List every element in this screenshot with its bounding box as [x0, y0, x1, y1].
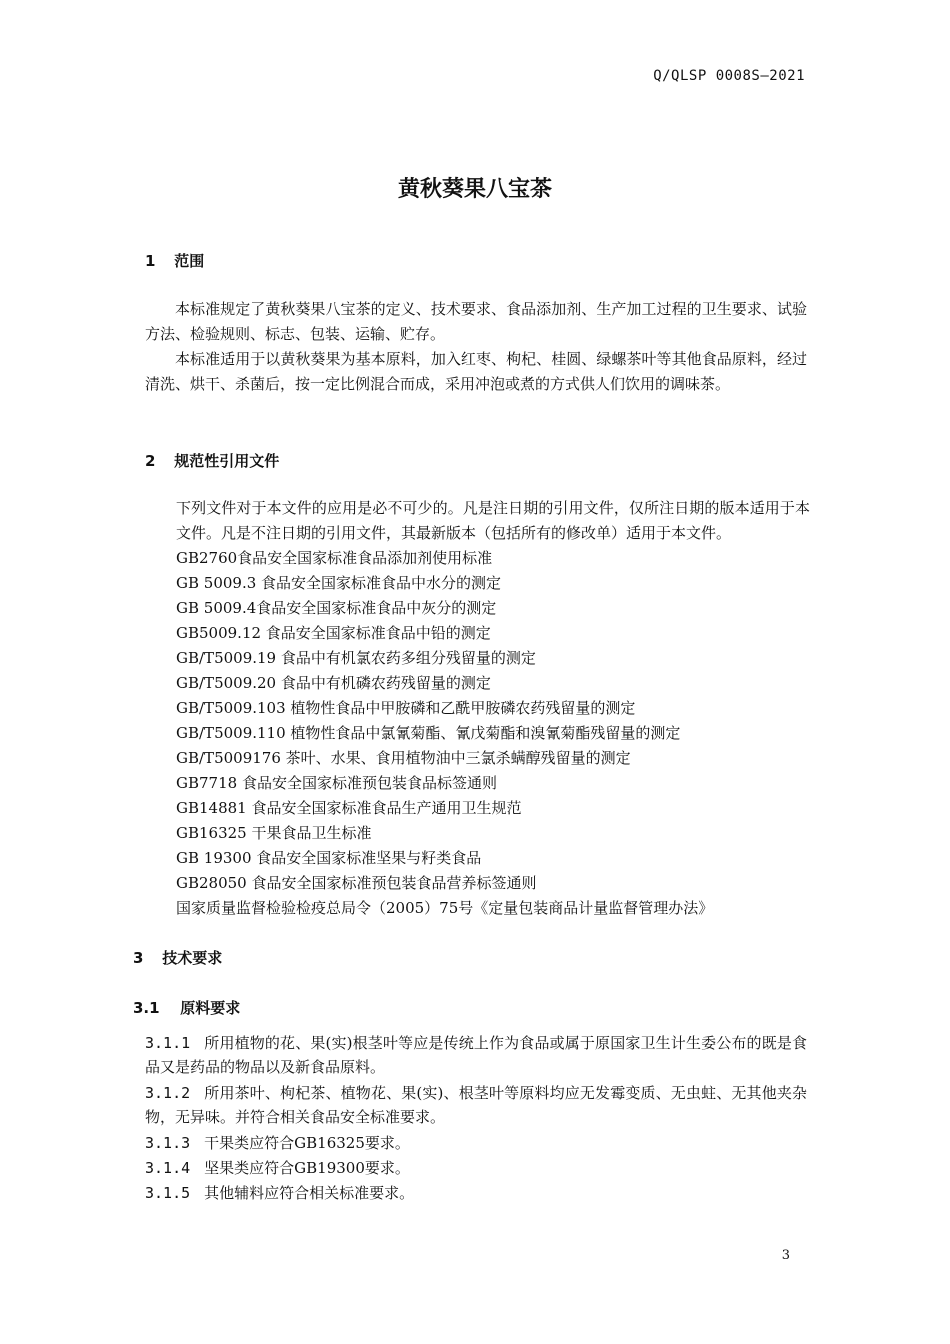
clause-text: 其他辅料应符合相关标准要求。: [204, 1184, 415, 1202]
clause-number: 3.1.2: [145, 1084, 191, 1102]
clause-text: 所用茶叶、枸杞茶、植物花、果(实)、根茎叶等原料均应无发霉变质、无虫蛀、无其他夹杂物，无异味。并符合相关食品安全标准要求。: [145, 1084, 807, 1126]
document-title: 黄秋葵果八宝茶: [397, 177, 552, 202]
section-number: 3: [133, 949, 144, 967]
subsection-3-1-heading: [133, 997, 240, 1018]
subsection-title: 原料要求: [180, 999, 241, 1017]
normative-intro-text: 下列文件对于本文件的应用是必不可少的。凡是注日期的引用文件，仅所注日期的版本适用于本文件。凡是不注日期的引用文件，其最新版本（包括所有的修改单）适用于本文件。: [176, 499, 810, 542]
reference-item: GB14881 食品安全国家标准食品生产通用卫生规范: [176, 799, 522, 817]
reference-item: GB5009.12 食品安全国家标准食品中铅的测定: [176, 624, 491, 642]
section-1-heading: [145, 250, 204, 271]
section-title: 范围: [174, 252, 205, 270]
reference-item: GB/T5009.103 植物性食品中甲胺磷和乙酰甲胺磷农药残留量的测定: [176, 699, 636, 717]
section-title: 技术要求: [162, 949, 223, 967]
section-3-heading: [133, 947, 222, 968]
reference-item: GB7718 食品安全国家标准预包装食品标签通则: [176, 774, 497, 792]
reference-item: GB/T5009.110 植物性食品中氯氰菊酯、氰戊菊酯和溴氰菊酯残留量的测定: [176, 724, 681, 742]
standard-code: Q/QLSP 0008S—2021: [653, 68, 805, 84]
reference-item: 国家质量监督检验检疫总局令（2005）75号《定量包装商品计量监督管理办法》: [176, 899, 714, 917]
section-2-heading: [145, 450, 279, 471]
reference-item: GB/T5009.19 食品中有机氯农药多组分残留量的测定: [176, 649, 536, 667]
clause-number: 3.1.4: [145, 1159, 191, 1177]
clause-3-1-1: [145, 1031, 807, 1079]
clause-3-1-3: [145, 1131, 807, 1155]
reference-item: GB28050 食品安全国家标准预包装食品营养标签通则: [176, 874, 537, 892]
clause-3-1-2: [145, 1081, 807, 1129]
clause-number: 3.1.1: [145, 1034, 191, 1052]
reference-item: GB/T5009.20 食品中有机磷农药残留量的测定: [176, 674, 491, 692]
page-number: 3: [781, 1248, 790, 1263]
normative-intro: [176, 496, 810, 546]
clause-number: 3.1.5: [145, 1184, 191, 1202]
section-number: 2: [145, 452, 156, 470]
clause-number: 3.1.3: [145, 1134, 191, 1152]
subsection-number: 3.1: [133, 999, 160, 1017]
reference-item: GB 5009.3 食品安全国家标准食品中水分的测定: [176, 574, 502, 592]
section-number: 1: [145, 252, 156, 270]
section-title: 规范性引用文件: [174, 452, 280, 470]
clause-text: 坚果类应符合GB19300要求。: [204, 1159, 410, 1177]
clause-3-1-5: [145, 1181, 807, 1205]
reference-item: GB 5009.4食品安全国家标准食品中灰分的测定: [176, 599, 497, 617]
reference-list: [176, 546, 713, 921]
reference-item: GB 19300 食品安全国家标准坚果与籽类食品: [176, 849, 482, 867]
clause-3-1-4: [145, 1156, 807, 1180]
clause-text: 干果类应符合GB16325要求。: [204, 1134, 410, 1152]
reference-item: GB16325 干果食品卫生标准: [176, 824, 372, 842]
scope-paragraph-2: 本标准适用于以黄秋葵果为基本原料，加入红枣、枸杞、桂圆、绿螺茶叶等其他食品原料，经过清洗、烘干、杀菌后，按一定比例混合而成，采用冲泡或煮的方式供人们饮用的调味茶。: [145, 350, 807, 393]
reference-item: GB/T5009176 茶叶、水果、食用植物油中三氯杀螨醇残留量的测定: [176, 749, 631, 767]
scope-paragraph-1: 本标准规定了黄秋葵果八宝茶的定义、技术要求、食品添加剂、生产加工过程的卫生要求、试验方法、检验规则、标志、包装、运输、贮存。: [145, 300, 807, 343]
reference-item: GB2760食品安全国家标准食品添加剂使用标准: [176, 549, 493, 567]
clause-text: 所用植物的花、果(实)根茎叶等应是传统上作为食品或属于原国家卫生计生委公布的既是食品又是药品的物品以及新食品原料。: [145, 1034, 807, 1076]
